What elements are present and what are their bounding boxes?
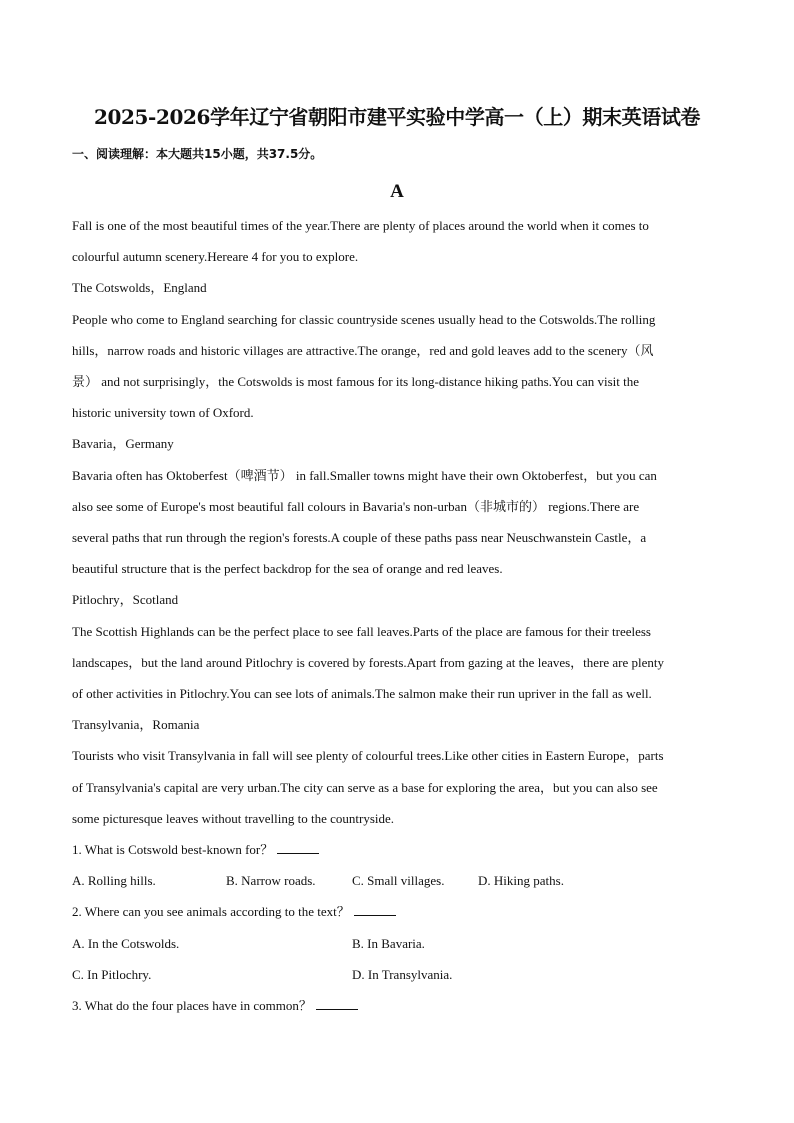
passage-line: of Transylvania's capital are very urban.The city can serve as a base for exploring the area，but you can also see (72, 779, 658, 795)
option-1d[interactable]: D. Hiking paths. (478, 873, 564, 889)
passage-line: The Scottish Highlands can be the perfect place to see fall leaves.Parts of the place are famous for their treeless (72, 623, 651, 639)
option-2b[interactable]: B. In Bavaria. (352, 935, 425, 951)
passage-line: Tourists who visit Transylvania in fall will see plenty of colourful trees.Like other cities in Eastern Europe，parts (72, 748, 664, 764)
passage-line: Fall is one of the most beautiful times of the year.There are plenty of places around the world when it comes to (72, 218, 649, 233)
question-1 (72, 834, 732, 865)
option-2a[interactable]: A. In the Cotswolds. (72, 935, 180, 951)
passage-line: colourful autumn scenery.Hereare 4 for you to explore. (72, 249, 359, 265)
place-heading-transylvania: Transylvania，Romania (72, 717, 200, 733)
place-heading-cotswolds: The Cotswolds，England (72, 280, 207, 296)
question-1-stem: 1. What is Cotswold best-known for？ (72, 842, 274, 858)
option-2c[interactable]: C. In Pitlochry. (72, 966, 152, 982)
place-heading-bavaria: Bavaria，Germany (72, 436, 174, 452)
passage-line: beautiful structure that is the perfect backdrop for the sea of orange and red leaves. (72, 561, 503, 577)
option-1b[interactable]: B. Narrow roads. (226, 873, 316, 889)
option-1a[interactable]: A. Rolling hills. (72, 873, 156, 889)
answer-blank-3[interactable] (316, 998, 358, 1010)
passage-line: 景） and not surprisingly，the Cotswolds is most famous for its long-distance hiking paths.You can visit the (72, 374, 640, 390)
option-2d[interactable]: D. In Transylvania. (352, 966, 453, 982)
answer-blank-2[interactable] (354, 904, 396, 916)
exam-title: 2025-2026学年辽宁省朝阳市建平实验中学高一（上）期末英语试卷 (93, 105, 701, 129)
passage-line: several paths that run through the region's forests.A couple of these paths pass near Neuschwanstein Castle，a (72, 530, 647, 546)
passage-line: of other activities in Pitlochry.You can see lots of animals.The salmon make their run upriver in the fall as well. (72, 686, 652, 702)
question-1-options (72, 865, 732, 896)
question-3-stem: 3. What do the four places have in common？ (72, 998, 312, 1014)
passage-label: A (390, 181, 404, 202)
question-2-stem: 2. Where can you see animals according to the text？ (72, 904, 350, 920)
option-1c[interactable]: C. Small villages. (352, 873, 445, 889)
passage-line: some picturesque leaves without travelling to the countryside. (72, 810, 395, 826)
passage-line: Bavaria often has Oktoberfest（啤酒节） in fall.Smaller towns might have their own Oktoberfest，but you can (72, 467, 657, 483)
question-3 (72, 990, 732, 1021)
question-2 (72, 896, 732, 927)
passage-line: hills，narrow roads and historic villages are attractive.The orange，red and gold leaves add to the scenery（风 (72, 342, 654, 358)
passage-line: landscapes，but the land around Pitlochry is covered by forests.Apart from gazing at the leaves，there are plenty (72, 654, 665, 670)
passage-line: also see some of Europe's most beautiful fall colours in Bavaria's non-urban（非城市的） regions.There are (72, 498, 640, 514)
place-heading-pitlochry: Pitlochry，Scotland (72, 592, 179, 608)
question-2-options-row-1 (72, 928, 732, 959)
section-heading: 一、阅读理解：本大题共15小题，共37.5分。 (72, 147, 323, 161)
passage-line: historic university town of Oxford. (72, 405, 254, 421)
question-2-options-row-2 (72, 959, 732, 990)
passage-line: People who come to England searching for classic countryside scenes usually head to the Cotswolds.The rolling (72, 311, 656, 327)
passage-body (72, 210, 732, 1021)
answer-blank-1[interactable] (277, 842, 319, 854)
